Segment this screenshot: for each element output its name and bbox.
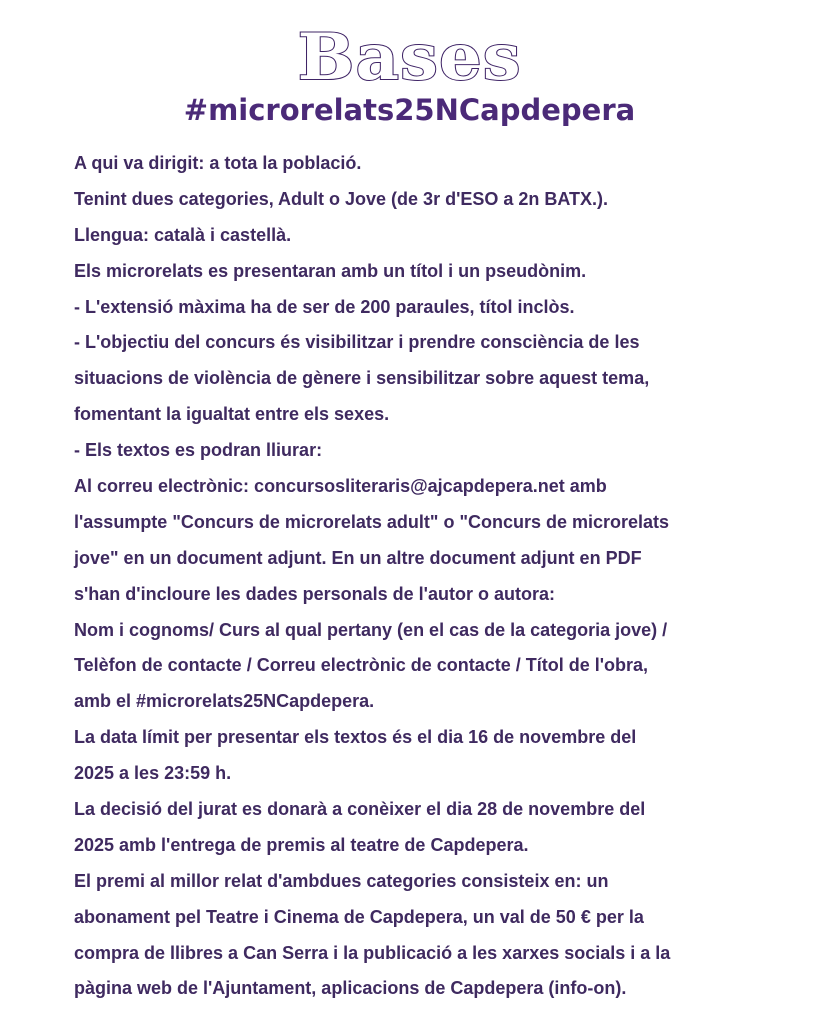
rules-text xyxy=(74,146,774,1007)
text-line: l'assumpte "Concurs de microrelats adult" o "Concurs de microrelats xyxy=(74,511,670,532)
text-line: Al correu electrònic: concursosliteraris@ajcapdepera.net amb xyxy=(74,476,607,497)
document-title-text: Bases xyxy=(297,20,522,95)
text-line: Llengua: català i castellà. xyxy=(74,224,292,245)
text-line: 2025 amb l'entrega de premis al teatre de Capdepera. xyxy=(74,834,529,855)
text-line: El premi al millor relat d'ambdues categories consisteix en: un xyxy=(74,870,609,891)
document-title xyxy=(0,22,819,94)
text-line: abonament pel Teatre i Cinema de Capdepera, un val de 50 € per la xyxy=(74,906,644,927)
text-line: Els microrelats es presentaran amb un títol i un pseudònim. xyxy=(74,260,587,281)
text-line: Nom i cognoms/ Curs al qual pertany (en el cas de la categoria jove) / xyxy=(74,619,668,640)
text-line: - L'extensió màxima ha de ser de 200 paraules, títol inclòs. xyxy=(74,296,575,317)
text-line: situacions de violència de gènere i sensibilitzar sobre aquest tema, xyxy=(74,368,650,389)
text-line: jove" en un document adjunt. En un altre document adjunt en PDF xyxy=(74,547,642,568)
text-line: A qui va dirigit: a tota la població. xyxy=(74,153,362,173)
text-line: Tenint dues categories, Adult o Jove (de 3r d'ESO a 2n BATX.). xyxy=(74,188,609,209)
text-line: amb el #microrelats25NCapdepera. xyxy=(74,691,375,712)
text-line: - Els textos es podran lliurar: xyxy=(74,440,323,461)
text-line: Telèfon de contacte / Correu electrònic de contacte / Títol de l'obra, xyxy=(74,655,649,676)
text-line: La decisió del jurat es donarà a conèixer el dia 28 de novembre del xyxy=(74,799,646,820)
text-line: - L'objectiu del concurs és visibilitzar i prendre consciència de les xyxy=(74,332,640,353)
text-line: compra de llibres a Can Serra i la publicació a les xarxes socials i a la xyxy=(74,942,671,963)
text-line: fomentant la igualtat entre els sexes. xyxy=(74,404,390,425)
text-line: pàgina web de l'Ajuntament, aplicacions de Capdepera (info-on). xyxy=(74,978,627,999)
hashtag-heading: #microrelats25NCapdepera xyxy=(183,93,636,127)
text-line: 2025 a les 23:59 h. xyxy=(74,763,232,784)
text-line: La data límit per presentar els textos és el dia 16 de novembre del xyxy=(74,727,637,748)
text-line: s'han d'incloure les dades personals de l'autor o autora: xyxy=(74,583,555,604)
